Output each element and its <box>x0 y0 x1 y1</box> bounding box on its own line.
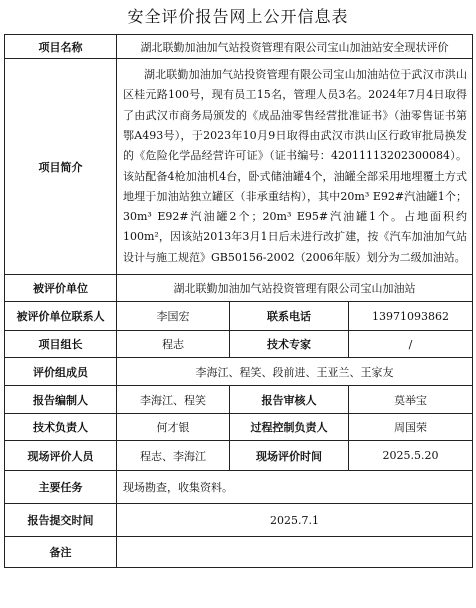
document-title: 安全评价报告网上公开信息表 <box>127 7 349 26</box>
tech-lead-value: 何才银 <box>117 414 230 441</box>
site-eval-time-value: 2025.5.20 <box>349 441 473 471</box>
phone-label: 联系电话 <box>230 302 349 331</box>
row-project-name <box>5 35 473 59</box>
phone-value: 13971093862 <box>349 302 473 331</box>
process-control-label: 过程控制负责人 <box>230 414 349 441</box>
main-tasks-value: 现场勘查，收集资料。 <box>117 471 473 504</box>
tech-expert-label: 技术专家 <box>230 331 349 358</box>
site-evaluators-value: 程志、李海江 <box>117 441 230 471</box>
row-site-evaluators <box>5 441 473 471</box>
report-author-label: 报告编制人 <box>5 386 117 414</box>
row-team-members <box>5 358 473 386</box>
project-name-value: 湖北联勤加油加气站投资管理有限公司宝山加油站安全现状评价 <box>117 35 473 59</box>
team-members-value: 李海江、程笑、段前进、王亚兰、王家友 <box>117 358 473 386</box>
site-eval-time-label: 现场评价时间 <box>230 441 349 471</box>
report-author-value: 李海江、程笑 <box>117 386 230 414</box>
row-evaluated-unit <box>5 275 473 302</box>
submit-time-value: 2025.7.1 <box>117 504 473 537</box>
team-leader-value: 程志 <box>117 331 230 358</box>
evaluated-unit-value: 湖北联勤加油加气站投资管理有限公司宝山加油站 <box>117 275 473 302</box>
report-reviewer-label: 报告审核人 <box>230 386 349 414</box>
report-reviewer-value: 莫举宝 <box>349 386 473 414</box>
row-report-author <box>5 386 473 414</box>
row-tech-lead <box>5 414 473 441</box>
row-remarks <box>5 537 473 568</box>
team-members-label: 评价组成员 <box>5 358 117 386</box>
row-main-tasks <box>5 471 473 504</box>
info-table <box>4 34 473 568</box>
process-control-value: 周国荣 <box>349 414 473 441</box>
tech-expert-value: / <box>349 331 473 358</box>
site-evaluators-label: 现场评价人员 <box>5 441 117 471</box>
remarks-label: 备注 <box>5 537 117 568</box>
project-name-label: 项目名称 <box>5 35 117 59</box>
row-contact <box>5 302 473 331</box>
project-intro-label: 项目简介 <box>5 59 117 275</box>
remarks-value <box>117 537 473 568</box>
row-team-leader <box>5 331 473 358</box>
contact-value: 李国宏 <box>117 302 230 331</box>
tech-lead-label: 技术负责人 <box>5 414 117 441</box>
main-tasks-label: 主要任务 <box>5 471 117 504</box>
row-submit-time <box>5 504 473 537</box>
evaluated-unit-label: 被评价单位 <box>5 275 117 302</box>
contact-label: 被评价单位联系人 <box>5 302 117 331</box>
submit-time-label: 报告提交时间 <box>5 504 117 537</box>
project-intro-value: 湖北联勤加油加气站投资管理有限公司宝山加油站位于武汉市洪山区桂元路100号，现有员工15名，管理人员3名。2024年7月4日取得了由武汉市商务局颁发的《成品油零售经营批准证书》（油零售证书第鄂A493号），于2023年10月9日取得由武汉市洪山区行政审批局换发的《危险化学品经营许可证》（证书编号：42011113202300084）。该站配备4枪加油机4台，卧式储油罐4个，油罐全部采用地埋覆土方式地埋于加油站独立罐区（非承重结构），其中20m³ E92#汽油罐1个；30m³ E92#汽油罐2个；20m³ E95#汽油罐1个。占地面积约100m²，因该站2013年3月1日后未进行改扩建，按《汽车加油加气站设计与施工规范》GB50156-2002（2006年版）划分为二级加油站。 <box>117 59 473 275</box>
team-leader-label: 项目组长 <box>5 331 117 358</box>
row-project-intro <box>5 59 473 275</box>
